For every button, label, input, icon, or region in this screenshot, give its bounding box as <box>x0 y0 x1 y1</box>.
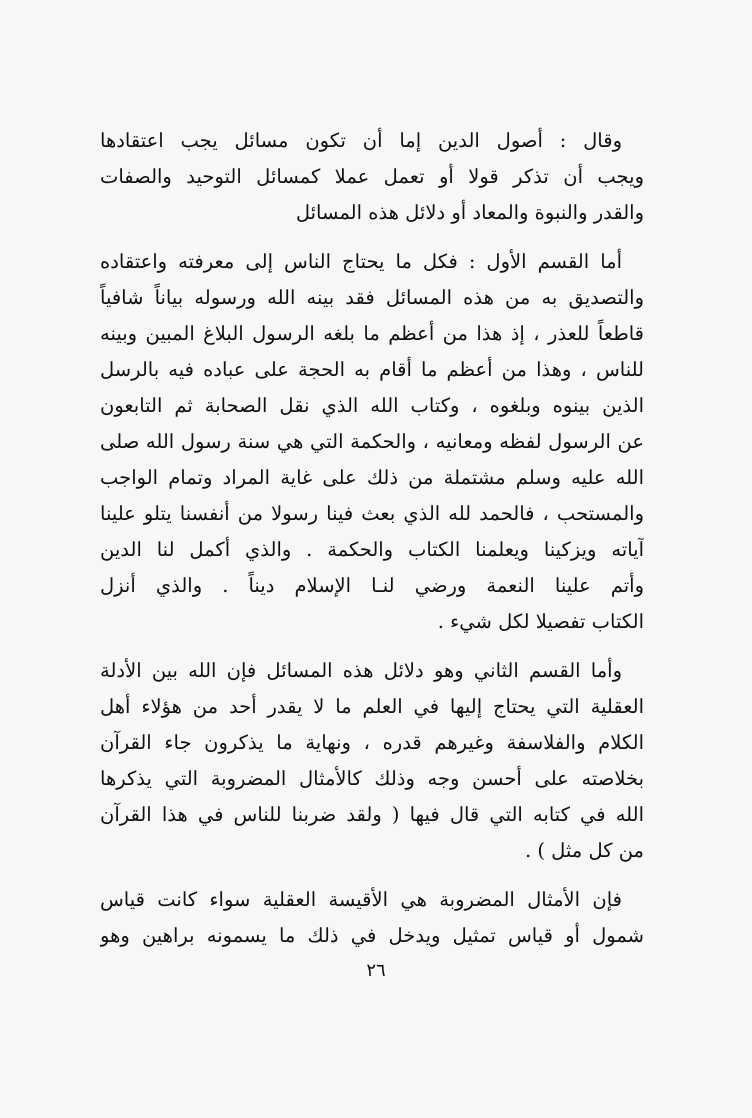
text-line: والتصديق به من هذه المسائل فقد بينه الله ورسوله بياناً شافياً <box>100 286 644 309</box>
text-line: عن الرسول لفظه ومعانيه ، والحكمة التي هي سنة رسول الله صلى <box>100 430 644 453</box>
text-line: قاطعاً للعذر ، إذ هذا من أعظم ما بلغه الرسول البلاغ المبين وبينه <box>100 322 644 345</box>
text-line: شمول أو قياس تمثيل ويدخل في ذلك ما يسمونه براهين وهو <box>100 924 644 947</box>
text-line: للناس ، وهذا من أعظم ما أقام به الحجة على عباده فيه بالرسل <box>100 358 644 381</box>
paragraph-2 <box>100 244 644 640</box>
text-line: بخلاصته على أحسن وجه وذلك كالأمثال المضروبة التي يذكرها <box>100 767 644 790</box>
paragraph-3 <box>100 653 644 869</box>
text-line: والمستحب ، فالحمد لله الذي بعث فينا رسولا من أنفسنا يتلو علينا <box>100 502 644 525</box>
text-line: الله في كتابه التي قال فيها ( ولقد ضربنا للناس في هذا القرآن <box>100 803 644 826</box>
text-line: ويجب أن تذكر قولا أو تعمل عملا كمسائل التوحيد والصفات <box>100 165 644 188</box>
paragraph-1 <box>100 123 644 231</box>
text-line: فإن الأمثال المضروبة هي الأقيسة العقلية سواء كانت قياس <box>100 888 622 911</box>
text-line: والقدر والنبوة والمعاد أو دلائل هذه المسائل <box>295 201 644 224</box>
text-line: الذين بينوه وبلغوه ، وكتاب الله الذي نقل الصحابة ثم التابعون <box>100 394 644 417</box>
text-line: أما القسم الأول : فكل ما يحتاج الناس إلى معرفته واعتقاده <box>100 250 622 273</box>
paragraph-4 <box>100 882 644 954</box>
text-line: آياته ويزكينا ويعلمنا الكتاب والحكمة . والذي أكمل لنا الدين <box>100 538 644 561</box>
page-number: ٢٦ <box>366 960 386 981</box>
text-line: العقلية التي يحتاج إليها في العلم ما لا يقدر أحد من هؤلاء أهل <box>100 695 644 718</box>
text-line: من كل مثل ) . <box>524 839 644 862</box>
text-line: وقال : أصول الدين إما أن تكون مسائل يجب اعتقادها <box>100 129 622 152</box>
text-line: الله عليه وسلم مشتملة من ذلك على غاية المراد وتمام الواجب <box>100 466 644 489</box>
text-line: الكتاب تفصيلا لكل شيء . <box>437 610 644 633</box>
main-text <box>100 123 644 954</box>
text-line: وأما القسم الثاني وهو دلائل هذه المسائل فإن الله بين الأدلة <box>100 659 622 682</box>
text-line: وأتم علينا النعمة ورضي لنـا الإسلام ديناً . والذي أنزل <box>100 574 644 597</box>
text-line: الكلام والفلاسفة وغيرهم قدره ، ونهاية ما يذكرون جاء القرآن <box>100 731 644 754</box>
